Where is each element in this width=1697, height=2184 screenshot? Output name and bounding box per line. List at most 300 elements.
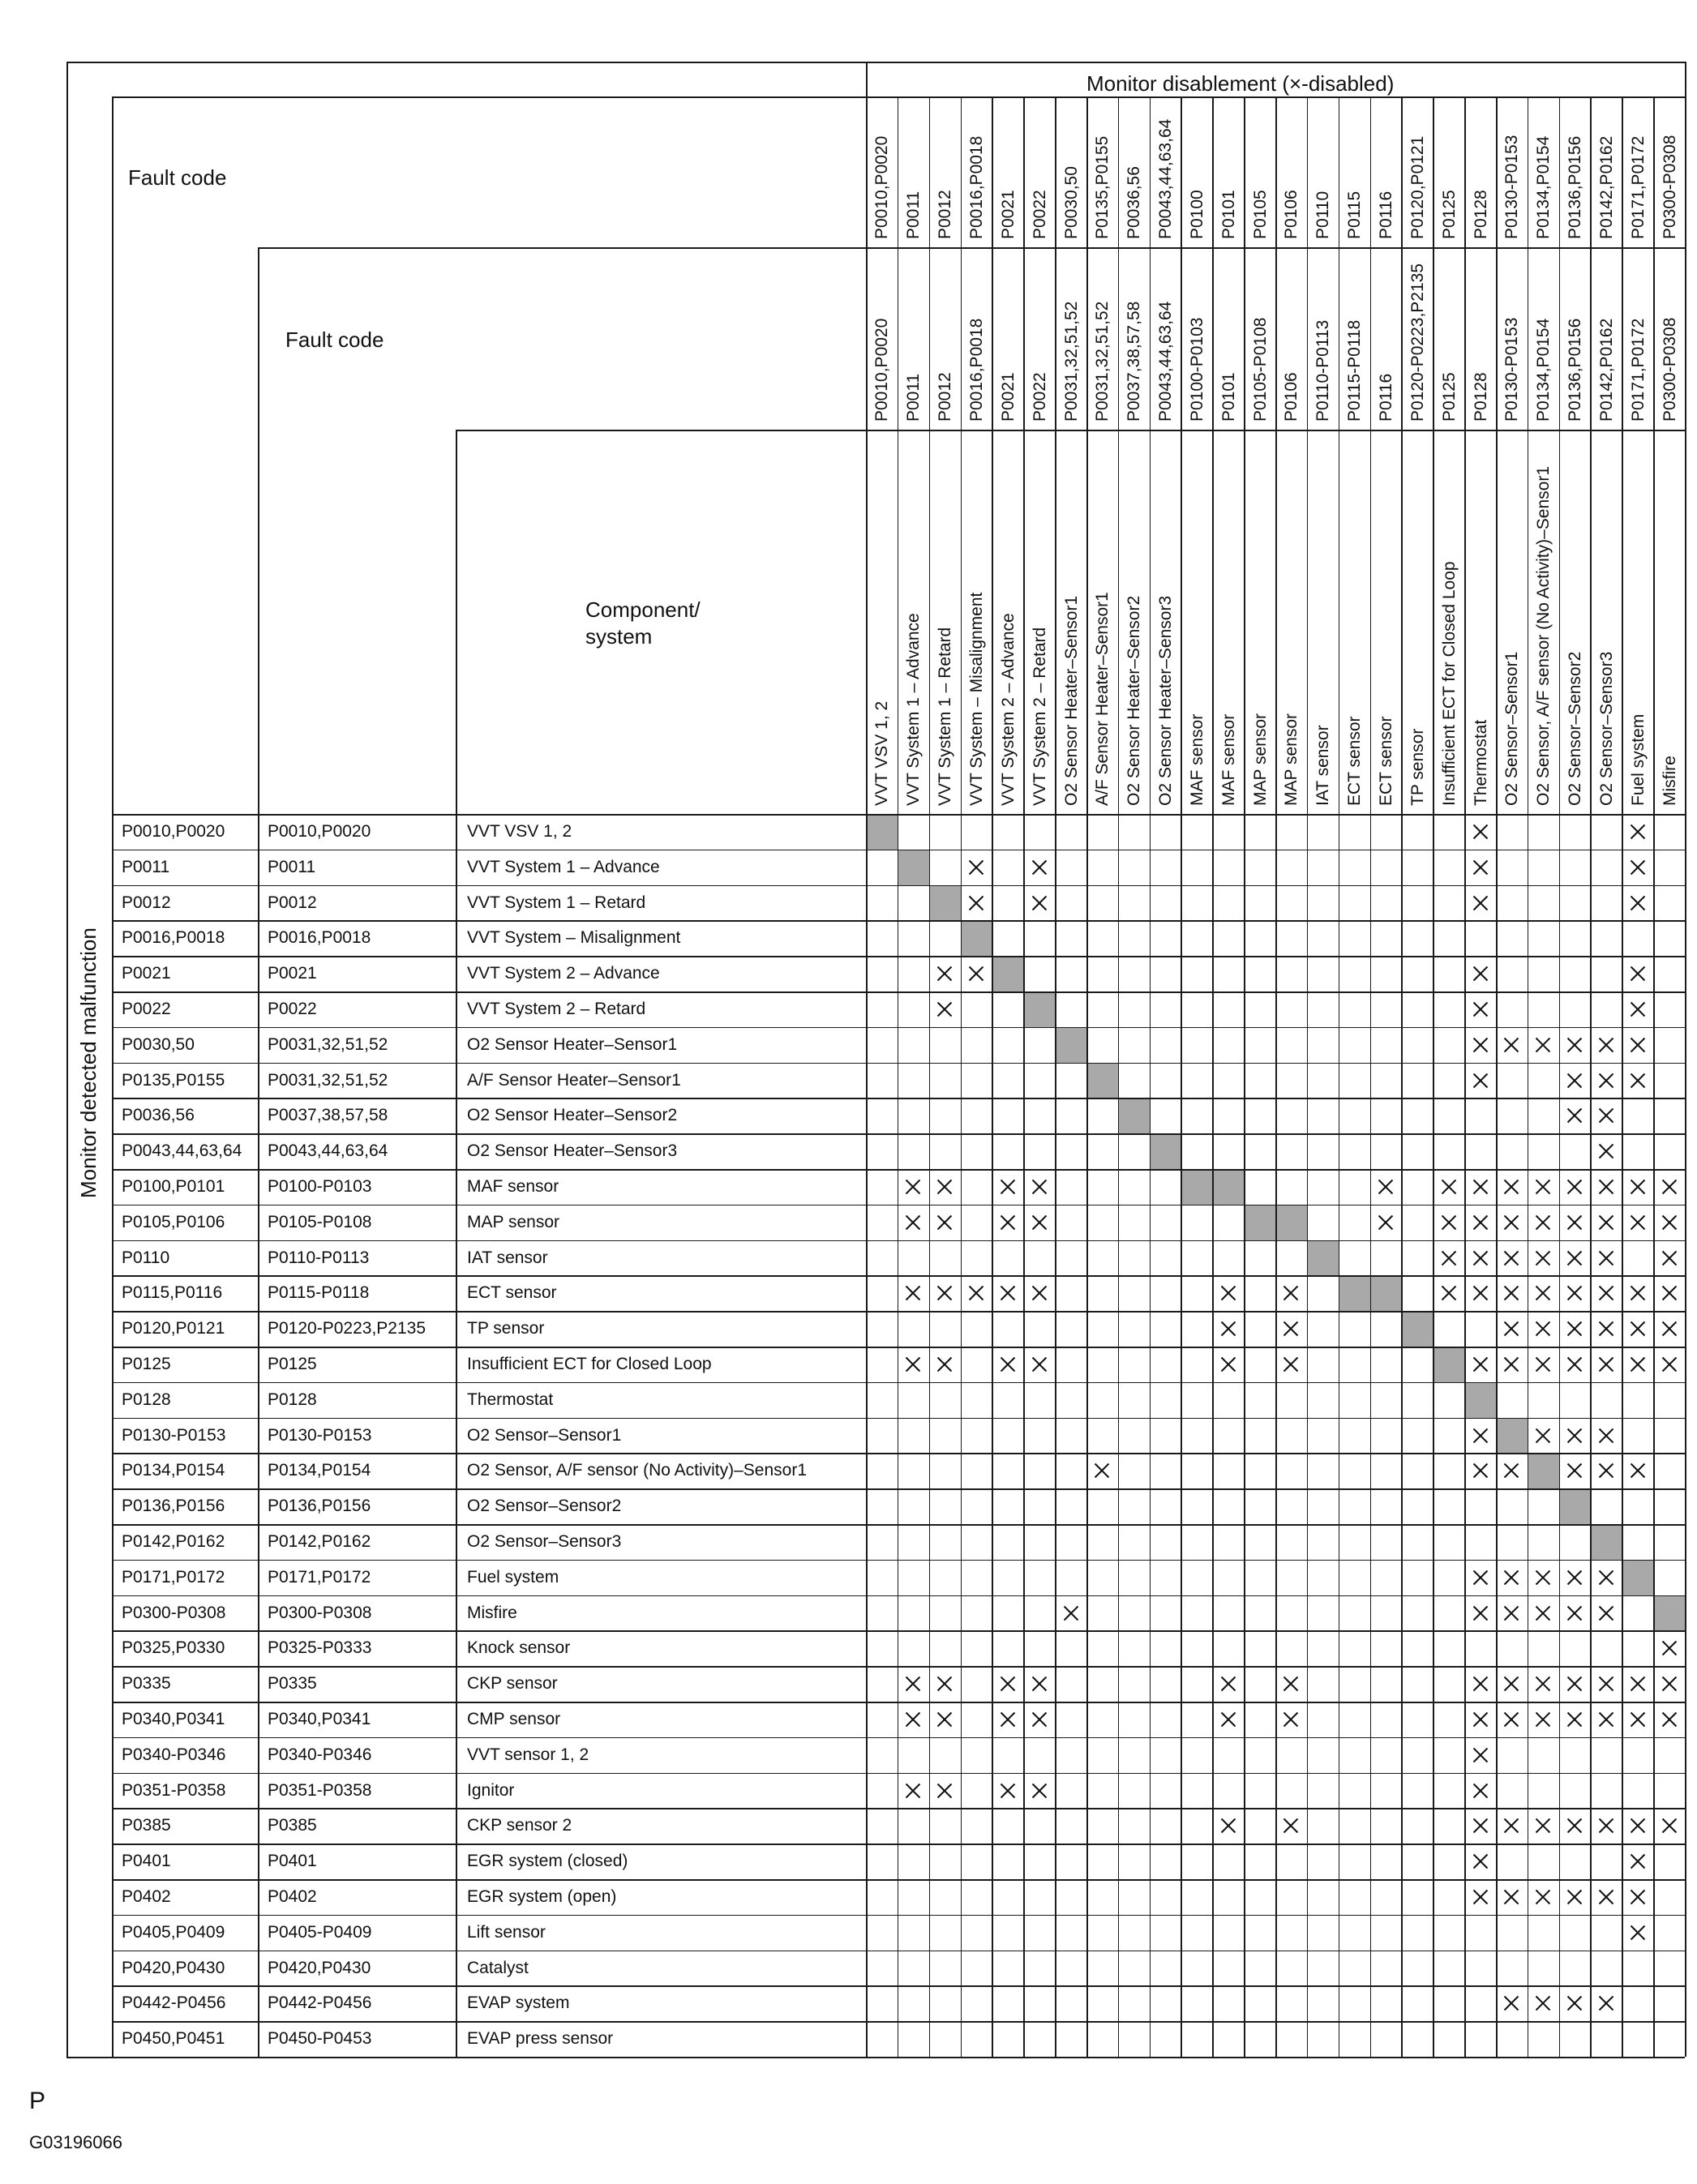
disabled-mark xyxy=(1566,1889,1583,1905)
self-cell xyxy=(1497,1419,1528,1454)
disabled-mark xyxy=(1661,1179,1678,1195)
column-component: O2 Sensor–Sensor1 xyxy=(1502,651,1522,806)
disabled-mark xyxy=(1566,1356,1583,1372)
row-code: P0405,P0409 xyxy=(122,1922,225,1942)
row-component: EVAP system xyxy=(467,1993,570,2013)
monitor-detected-malfunction-label: Monitor detected malfunction xyxy=(76,927,101,1198)
row-component: EGR system (open) xyxy=(467,1886,617,1906)
row-code: P0016,P0018 xyxy=(268,928,371,948)
column-component: A/F Sensor Heater–Sensor1 xyxy=(1093,592,1112,806)
disabled-mark xyxy=(1661,1285,1678,1301)
grid-line xyxy=(112,1844,1685,1845)
disabled-mark xyxy=(1598,1889,1614,1905)
component-system-header: Component/ xyxy=(585,597,701,622)
disabled-mark xyxy=(1630,1925,1646,1941)
row-component: IAT sensor xyxy=(467,1248,548,1267)
row-code: P0031,32,51,52 xyxy=(268,1034,388,1054)
disabled-mark xyxy=(1283,1818,1299,1834)
disabled-mark xyxy=(1661,1250,1678,1266)
disabled-mark xyxy=(1598,1818,1614,1834)
row-code: P0043,44,63,64 xyxy=(122,1141,242,1161)
disabled-mark xyxy=(1031,895,1048,911)
fault-code-header: Fault code xyxy=(285,328,384,352)
self-cell xyxy=(1591,1525,1622,1560)
disabled-mark xyxy=(1661,1676,1678,1692)
disabled-mark xyxy=(1283,1711,1299,1728)
column-component: MAF sensor xyxy=(1219,713,1238,806)
column-code: P0125 xyxy=(1439,372,1459,422)
disabled-mark xyxy=(1503,1818,1519,1834)
grid-line xyxy=(898,96,899,2057)
disabled-mark xyxy=(1598,1214,1614,1231)
row-code: P0405-P0409 xyxy=(268,1922,372,1942)
grid-line xyxy=(1275,96,1277,2057)
row-code: P0016,P0018 xyxy=(122,928,225,948)
disabled-mark xyxy=(1630,1179,1646,1195)
column-component: O2 Sensor Heater–Sensor2 xyxy=(1125,595,1144,806)
row-code: P0105,P0106 xyxy=(122,1212,225,1231)
grid-line xyxy=(1023,96,1025,2057)
disabled-mark xyxy=(1535,1818,1551,1834)
row-code: P0100-P0103 xyxy=(268,1176,372,1196)
disabled-mark xyxy=(1472,1783,1489,1799)
header-divider xyxy=(456,430,457,2057)
disabled-mark xyxy=(1283,1321,1299,1337)
column-code: P0016,P0018 xyxy=(966,318,986,422)
row-code: P0130-P0153 xyxy=(122,1425,226,1445)
column-code: P0021 xyxy=(998,190,1018,239)
column-code: P0043,44,63,64 xyxy=(1156,301,1176,422)
column-component: VVT System 2 – Advance xyxy=(998,613,1018,806)
disabled-mark xyxy=(1535,1037,1551,1053)
row-code: P0300-P0308 xyxy=(122,1603,226,1622)
disabled-mark xyxy=(1535,1214,1551,1231)
grid-line xyxy=(992,96,993,2057)
column-component: O2 Sensor–Sensor2 xyxy=(1566,651,1585,806)
disabled-mark xyxy=(1503,1711,1519,1728)
self-cell xyxy=(1056,1028,1086,1063)
disabled-mark xyxy=(1031,1179,1048,1195)
disabled-mark xyxy=(1630,1889,1646,1905)
disabled-mark xyxy=(1566,1321,1583,1337)
row-code: P0031,32,51,52 xyxy=(268,1070,388,1090)
disabled-mark xyxy=(1598,1428,1614,1444)
row-code: P0385 xyxy=(268,1816,317,1835)
column-code: P0134,P0154 xyxy=(1534,135,1553,239)
disabled-mark xyxy=(1283,1356,1299,1372)
row-component: CKP sensor 2 xyxy=(467,1816,572,1835)
row-component: VVT System 1 – Retard xyxy=(467,893,646,912)
disabled-mark xyxy=(936,1711,953,1728)
disabled-mark xyxy=(1535,1711,1551,1728)
row-code: P0325-P0333 xyxy=(268,1638,372,1658)
self-cell xyxy=(1339,1276,1370,1311)
column-component: VVT VSV 1, 2 xyxy=(872,700,892,806)
disabled-mark xyxy=(1503,1250,1519,1266)
table-border-right xyxy=(1685,62,1686,2057)
column-code: P0136,P0156 xyxy=(1566,318,1585,422)
row-component: Ignitor xyxy=(467,1780,515,1800)
column-code: P0134,P0154 xyxy=(1534,318,1553,422)
fault-code-header: Fault code xyxy=(128,165,227,190)
self-cell xyxy=(1433,1347,1464,1382)
column-code: P0106 xyxy=(1282,190,1301,239)
self-cell xyxy=(1528,1454,1559,1488)
disabled-mark xyxy=(1472,824,1489,840)
disabled-mark xyxy=(1598,1321,1614,1337)
row-component: VVT System 2 – Retard xyxy=(467,999,646,1018)
disabled-mark xyxy=(1566,1605,1583,1621)
grid-line xyxy=(1559,96,1561,2057)
disabled-mark xyxy=(1598,1676,1614,1692)
row-code: P0011 xyxy=(268,857,316,876)
grid-line xyxy=(1590,96,1592,2057)
footer-letter: P xyxy=(29,2088,46,2114)
disabled-mark xyxy=(1472,1605,1489,1621)
disabled-mark xyxy=(1472,1889,1489,1905)
disabled-mark xyxy=(936,1783,953,1799)
grid-line xyxy=(112,1275,1685,1277)
header-divider xyxy=(866,62,868,2057)
disabled-mark xyxy=(1566,1037,1583,1053)
grid-line xyxy=(1307,96,1309,2057)
row-code: P0130-P0153 xyxy=(268,1425,372,1445)
row-component: O2 Sensor Heater–Sensor1 xyxy=(467,1034,678,1054)
disabled-mark xyxy=(905,1179,921,1195)
grid-line xyxy=(112,1595,1685,1597)
disabled-mark xyxy=(1598,1356,1614,1372)
row-code: P0420,P0430 xyxy=(268,1958,371,1977)
row-code: P0142,P0162 xyxy=(268,1531,371,1551)
self-cell xyxy=(1119,1098,1150,1133)
column-code: P0110 xyxy=(1313,191,1333,239)
self-cell xyxy=(1245,1205,1275,1240)
column-code: P0021 xyxy=(998,372,1018,422)
disabled-mark xyxy=(936,1179,953,1195)
grid-line xyxy=(112,2021,1685,2023)
self-cell xyxy=(1024,992,1055,1027)
disabled-mark xyxy=(1220,1711,1236,1728)
figure-id: G03196066 xyxy=(29,2132,122,2152)
disabled-mark xyxy=(1503,1179,1519,1195)
column-component: VVT System 1 – Retard xyxy=(936,627,955,806)
disabled-mark xyxy=(1598,1605,1614,1621)
disabled-mark xyxy=(1630,1462,1646,1479)
disabled-mark xyxy=(1472,1285,1489,1301)
grid-line xyxy=(112,1169,1685,1171)
disabled-mark xyxy=(1535,1321,1551,1337)
grid-line xyxy=(112,991,1685,993)
header-divider xyxy=(258,247,259,2057)
column-code: P0115 xyxy=(1345,191,1365,239)
disabled-mark xyxy=(1472,1356,1489,1372)
disabled-mark xyxy=(1566,1250,1583,1266)
column-component: MAF sensor xyxy=(1187,713,1206,806)
column-code: P0120-P0223,P2135 xyxy=(1408,263,1427,422)
monitor-disablement-title: Monitor disablement (×-disabled) xyxy=(1086,71,1395,96)
disabled-mark xyxy=(1598,1711,1614,1728)
grid-line xyxy=(112,1098,1685,1099)
grid-line xyxy=(929,96,931,2057)
disabled-mark xyxy=(1031,1356,1048,1372)
disabled-mark xyxy=(1598,1143,1614,1159)
disabled-mark xyxy=(1566,1073,1583,1089)
grid-line xyxy=(112,1560,1685,1561)
disabled-mark xyxy=(1598,1037,1614,1053)
table-border-bottom xyxy=(66,2057,1685,2058)
self-cell xyxy=(1560,1489,1591,1524)
disabled-mark xyxy=(1472,1462,1489,1479)
row-component: Misfire xyxy=(467,1603,517,1622)
disabled-mark xyxy=(1503,1214,1519,1231)
row-component: Insufficient ECT for Closed Loop xyxy=(467,1354,712,1373)
disabled-mark xyxy=(1503,1037,1519,1053)
disabled-mark xyxy=(936,1676,953,1692)
disabled-mark xyxy=(1472,1747,1489,1763)
column-code: P0110-P0113 xyxy=(1313,319,1333,422)
header-divider xyxy=(456,430,866,431)
disabled-mark xyxy=(1630,1676,1646,1692)
grid-line xyxy=(1433,96,1434,2057)
column-code: P0101 xyxy=(1219,372,1238,422)
disabled-mark xyxy=(936,1001,953,1017)
disabled-mark xyxy=(1566,1428,1583,1444)
disabled-mark xyxy=(1031,1285,1048,1301)
self-cell xyxy=(1213,1170,1244,1205)
grid-line xyxy=(1401,96,1403,2057)
disabled-mark xyxy=(1630,824,1646,840)
column-component: MAP sensor xyxy=(1282,713,1301,806)
column-code: P0036,56 xyxy=(1125,166,1144,239)
disabled-mark xyxy=(1000,1676,1016,1692)
header-divider xyxy=(258,247,866,249)
table-border-left xyxy=(66,62,68,2057)
disabled-mark xyxy=(1472,1428,1489,1444)
row-component: O2 Sensor–Sensor2 xyxy=(467,1497,622,1516)
column-code: P0125 xyxy=(1439,190,1459,239)
column-component: ECT sensor xyxy=(1345,716,1365,806)
disabled-mark xyxy=(1598,1179,1614,1195)
column-component: MAP sensor xyxy=(1250,713,1270,806)
grid-line xyxy=(1339,96,1340,2057)
table-border-top xyxy=(66,62,1685,63)
disabled-mark xyxy=(1566,1818,1583,1834)
grid-line xyxy=(961,96,962,2057)
grid-line xyxy=(1086,96,1088,2057)
row-code: P0402 xyxy=(122,1886,171,1906)
self-cell xyxy=(1276,1205,1307,1240)
disabled-mark xyxy=(1566,1285,1583,1301)
row-code: P0043,44,63,64 xyxy=(268,1141,388,1161)
row-component: A/F Sensor Heater–Sensor1 xyxy=(467,1070,681,1090)
disabled-mark xyxy=(1503,1605,1519,1621)
column-component: O2 Sensor Heater–Sensor1 xyxy=(1061,595,1081,806)
disabled-mark xyxy=(968,895,984,911)
disabled-mark xyxy=(968,966,984,982)
disabled-mark xyxy=(1535,1569,1551,1586)
disabled-mark xyxy=(1630,1711,1646,1728)
self-cell xyxy=(1308,1241,1339,1276)
column-code: P0011 xyxy=(904,191,923,239)
row-code: P0036,56 xyxy=(122,1106,195,1125)
row-code: P0340-P0346 xyxy=(122,1745,226,1764)
row-code: P0110-P0113 xyxy=(268,1248,370,1267)
row-code: P0442-P0456 xyxy=(122,1993,226,2013)
grid-line xyxy=(1055,96,1056,2057)
disabled-mark xyxy=(905,1711,921,1728)
row-component: Fuel system xyxy=(467,1567,559,1587)
column-code: P0101 xyxy=(1219,190,1238,239)
column-code: P0105 xyxy=(1250,190,1270,239)
column-code: P0142,P0162 xyxy=(1596,135,1616,239)
grid-line xyxy=(1244,96,1245,2057)
self-cell xyxy=(1465,1383,1496,1418)
grid-line xyxy=(112,1630,1685,1632)
row-component: CKP sensor xyxy=(467,1674,558,1694)
disabled-mark xyxy=(1441,1214,1457,1231)
row-code: P0030,50 xyxy=(122,1034,195,1054)
grid-line xyxy=(112,1205,1685,1206)
disabled-mark xyxy=(1630,1818,1646,1834)
disabled-mark xyxy=(1441,1285,1457,1301)
grid-line xyxy=(112,1702,1685,1703)
disabled-mark xyxy=(1598,1073,1614,1089)
disabled-mark xyxy=(1503,1356,1519,1372)
disabled-mark xyxy=(1378,1214,1394,1231)
disabled-mark xyxy=(1598,1569,1614,1586)
disabled-mark xyxy=(1000,1783,1016,1799)
row-code: P0300-P0308 xyxy=(268,1603,372,1622)
disabled-mark xyxy=(1472,1569,1489,1586)
column-code: P0031,32,51,52 xyxy=(1093,301,1112,422)
row-code: P0134,P0154 xyxy=(268,1461,371,1480)
column-code: P0130-P0153 xyxy=(1502,135,1522,239)
disabled-mark xyxy=(1472,859,1489,876)
column-component: O2 Sensor, A/F sensor (No Activity)–Sensor1 xyxy=(1534,465,1553,806)
row-code: P0442-P0456 xyxy=(268,1993,372,2013)
disabled-mark xyxy=(1598,1250,1614,1266)
column-component: VVT System 2 – Retard xyxy=(1030,627,1049,806)
disabled-mark xyxy=(1535,1250,1551,1266)
disabled-mark xyxy=(1566,1995,1583,2011)
disabled-mark xyxy=(1503,1995,1519,2011)
disabled-mark xyxy=(1063,1605,1079,1621)
disabled-mark xyxy=(1630,1001,1646,1017)
column-code: P0171,P0172 xyxy=(1628,318,1648,422)
row-code: P0010,P0020 xyxy=(122,821,225,841)
column-code: P0142,P0162 xyxy=(1596,318,1616,422)
row-code: P0335 xyxy=(268,1674,317,1694)
disabled-mark xyxy=(1031,859,1048,876)
grid-line xyxy=(112,1915,1685,1916)
disabled-mark xyxy=(1441,1250,1457,1266)
disabled-mark xyxy=(1598,1285,1614,1301)
disabled-mark xyxy=(1535,1356,1551,1372)
row-component: CMP sensor xyxy=(467,1709,561,1728)
disabled-mark xyxy=(1661,1214,1678,1231)
row-code: P0351-P0358 xyxy=(268,1780,372,1800)
disabled-mark xyxy=(1472,1853,1489,1869)
column-code: P0030,50 xyxy=(1061,166,1081,239)
self-cell xyxy=(1087,1064,1118,1098)
column-code: P0012 xyxy=(936,190,955,239)
row-code: P0022 xyxy=(122,999,171,1018)
self-cell xyxy=(1181,1170,1212,1205)
grid-line xyxy=(112,1879,1685,1881)
column-code: P0037,38,57,58 xyxy=(1125,301,1144,422)
row-code: P0010,P0020 xyxy=(268,821,371,841)
disabled-mark xyxy=(1472,966,1489,982)
disabled-mark xyxy=(1598,1462,1614,1479)
disabled-mark xyxy=(1566,1462,1583,1479)
row-component: TP sensor xyxy=(467,1319,545,1338)
self-cell xyxy=(1371,1276,1402,1311)
column-code: P0022 xyxy=(1030,372,1049,422)
row-code: P0021 xyxy=(122,964,171,983)
row-code: P0128 xyxy=(268,1390,317,1409)
grid-line xyxy=(112,1347,1685,1348)
row-code: P0340,P0341 xyxy=(268,1709,371,1728)
column-code: P0100-P0103 xyxy=(1187,317,1206,422)
column-code: P0300-P0308 xyxy=(1660,317,1679,422)
disabled-mark xyxy=(936,1356,953,1372)
grid-line xyxy=(112,1063,1685,1064)
row-code: P0335 xyxy=(122,1674,171,1694)
self-cell xyxy=(930,886,961,921)
disabled-mark xyxy=(1661,1818,1678,1834)
disabled-mark xyxy=(1503,1285,1519,1301)
disabled-mark xyxy=(1441,1179,1457,1195)
row-code: P0401 xyxy=(122,1852,171,1871)
disabled-mark xyxy=(1630,1073,1646,1089)
disabled-mark xyxy=(905,1214,921,1231)
row-code: P0120,P0121 xyxy=(122,1319,225,1338)
column-component: O2 Sensor–Sensor3 xyxy=(1596,651,1616,806)
self-cell xyxy=(1654,1596,1685,1631)
self-cell xyxy=(898,850,929,885)
grid-line xyxy=(1653,96,1655,2057)
disabled-mark xyxy=(1566,1711,1583,1728)
column-code: P0012 xyxy=(936,372,955,422)
row-code: P0125 xyxy=(268,1354,317,1373)
row-code: P0021 xyxy=(268,964,317,983)
disabled-mark xyxy=(1630,966,1646,982)
row-component: MAP sensor xyxy=(467,1212,559,1231)
disabled-mark xyxy=(1630,859,1646,876)
disabled-mark xyxy=(1000,1179,1016,1195)
grid-line xyxy=(1496,96,1498,2057)
row-component: ECT sensor xyxy=(467,1283,557,1303)
column-component: Thermostat xyxy=(1471,719,1490,806)
disabled-mark xyxy=(905,1356,921,1372)
component-system-header: system xyxy=(585,624,653,649)
disabled-mark xyxy=(1503,1321,1519,1337)
column-component: O2 Sensor Heater–Sensor3 xyxy=(1156,595,1176,806)
disabled-mark xyxy=(1472,1037,1489,1053)
row-code: P0402 xyxy=(268,1886,317,1906)
row-code: P0401 xyxy=(268,1852,317,1871)
grid-line xyxy=(112,1027,1685,1029)
disabled-mark xyxy=(1566,1676,1583,1692)
column-code: P0135,P0155 xyxy=(1093,135,1112,239)
grid-line xyxy=(112,850,1685,851)
grid-line xyxy=(1464,96,1466,2057)
column-code: P0128 xyxy=(1471,372,1490,422)
disabled-mark xyxy=(1472,1001,1489,1017)
row-component: O2 Sensor Heater–Sensor2 xyxy=(467,1106,678,1125)
disabled-mark xyxy=(1283,1676,1299,1692)
disabled-mark xyxy=(1000,1214,1016,1231)
